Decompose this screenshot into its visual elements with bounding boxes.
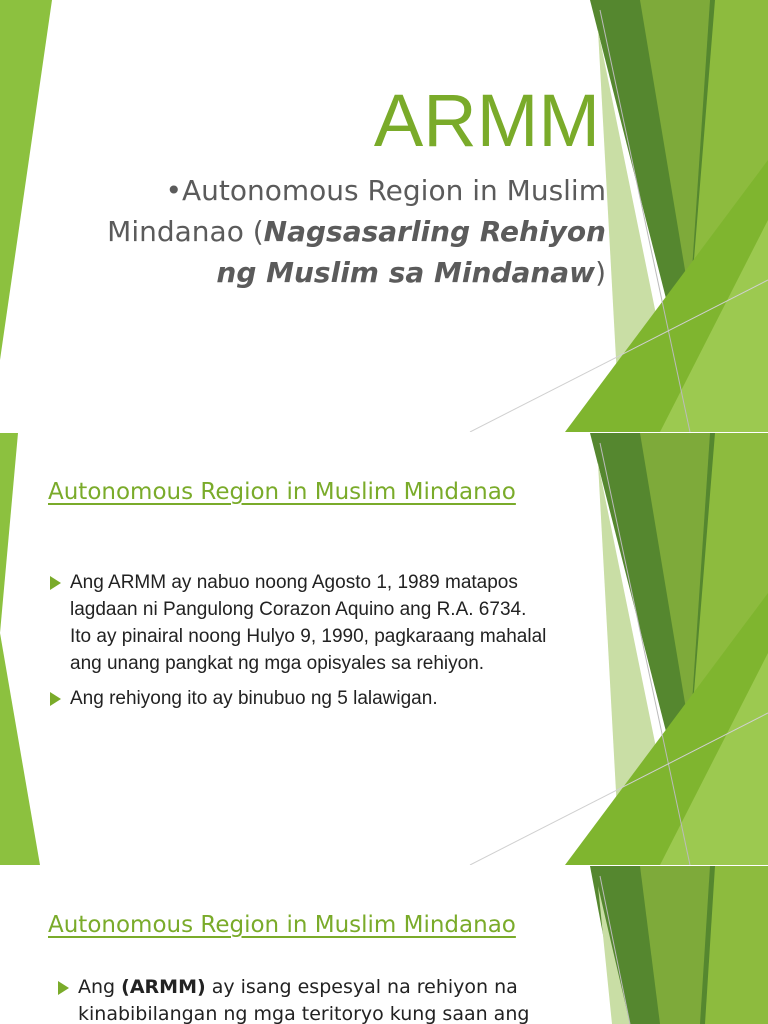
list-item xyxy=(56,974,536,1024)
right-green-band xyxy=(705,866,768,1024)
slide-subtitle xyxy=(70,170,606,293)
list-item-text: Ang rehiyong ito ay binubuo ng 5 lalawigan. xyxy=(70,688,438,709)
content-slide xyxy=(0,433,768,865)
slide-heading: Autonomous Region in Muslim Mindanao xyxy=(48,479,516,505)
subtitle-close: ) xyxy=(595,256,606,289)
triangle-bullet-icon xyxy=(58,981,69,995)
list-item xyxy=(48,685,548,712)
subtitle-bullet: • xyxy=(165,174,182,207)
triangle-bullet-icon xyxy=(50,692,61,706)
list-item-text: Ang ARMM ay nabuo noong Agosto 1, 1989 matapos lagdaan ni Pangulong Corazon Aquino ang R.A. 6734. Ito ay pinairal noong Hulyo 9, 1990, pagkaraang mahalal ang unang pangkat ng mga opisyales sa rehiyon. xyxy=(70,572,547,674)
subtitle-text: Autonomous Region in Muslim Mindanao ( xyxy=(107,174,606,248)
list-item-bold: (ARMM) xyxy=(121,976,206,998)
list-item-text: ay isang espesyal na rehiyon na kinabibilangan ng mga teritoryo kung saan ang xyxy=(78,976,530,1024)
title-slide xyxy=(0,0,768,432)
triangle-bullet-icon xyxy=(50,576,61,590)
left-green-stripe xyxy=(0,0,52,360)
left-green-stripe xyxy=(0,433,18,633)
content-slide xyxy=(0,866,768,1024)
list-item-prefix: Ang xyxy=(78,976,122,998)
subtitle-italic: Nagsasarling Rehiyon ng Muslim sa Mindanaw xyxy=(216,215,606,289)
bullet-list xyxy=(56,974,536,1024)
list-item xyxy=(48,569,548,677)
left-green-stripe-lower xyxy=(0,633,40,865)
slide-heading: Autonomous Region in Muslim Mindanao xyxy=(48,912,516,938)
bullet-list xyxy=(48,569,548,720)
slide-title: ARMM xyxy=(373,79,600,162)
